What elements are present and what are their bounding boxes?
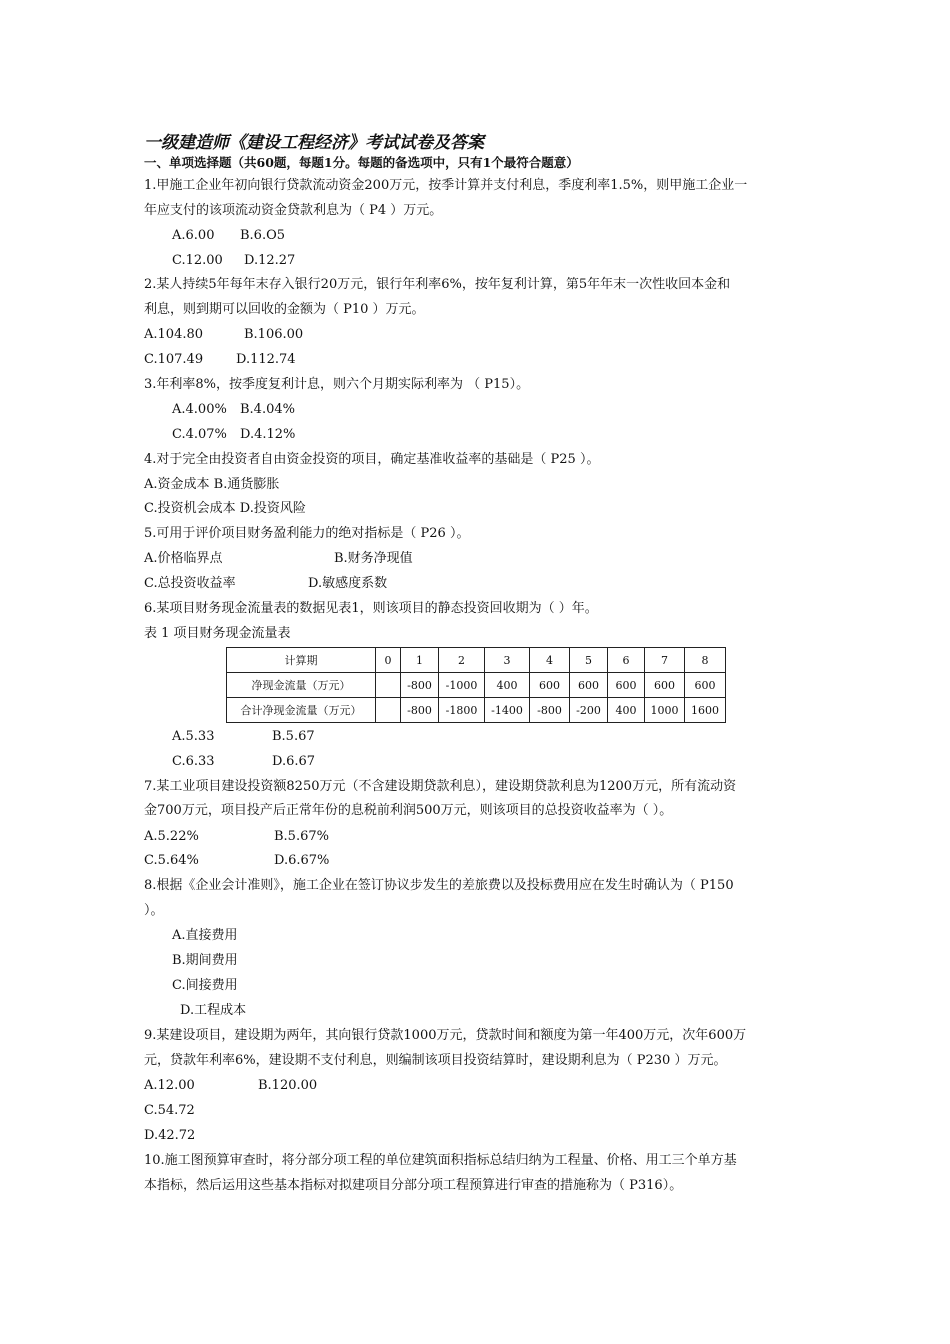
- question-9-line-1: 9.某建设项目，建设期为两年，其向银行贷款1000万元，贷款时间和额度为第一年400万元，次年600万: [144, 1028, 747, 1043]
- question-6-option-d: D.6.67: [272, 754, 316, 769]
- table-header-cell: 5: [570, 648, 608, 673]
- question-5-line-1: 5.可用于评价项目财务盈利能力的绝对指标是（ P26 ）。: [144, 526, 470, 541]
- table-header-cell: 6: [608, 648, 645, 673]
- question-8-line-1: 8.根据《企业会计准则》，施工企业在签订协议步发生的差旅费以及投标费用应在发生时确认为（ P150: [144, 878, 734, 893]
- question-7-option-d: D.6.67%: [274, 853, 330, 868]
- question-1-option-c: C.12.00: [172, 253, 223, 268]
- question-2-option-c: C.107.49: [144, 352, 204, 367]
- question-4-options-cd: C.投资机会成本 D.投资风险: [144, 501, 306, 516]
- question-2-line-1: 2.某人持续5年每年末存入银行20万元，银行年利率6%，按年复利计算，第5年年末一次性收回本金和: [144, 277, 731, 292]
- document-title: 一级建造师《建设工程经济》考试试卷及答案: [144, 133, 484, 153]
- table-header-cell: 7: [645, 648, 685, 673]
- table-cell: 600: [608, 673, 645, 698]
- table-caption: 表 1 项目财务现金流量表: [144, 626, 291, 641]
- question-3-option-a: A.4.00%: [172, 402, 227, 417]
- question-9-option-c: C.54.72: [144, 1103, 195, 1118]
- table-cell: -800: [530, 698, 570, 723]
- table-row: [227, 698, 726, 723]
- question-1-line-2: 年应支付的该项流动资金贷款利息为（ P4 ）万元。: [144, 203, 443, 218]
- table-cell: 1000: [645, 698, 685, 723]
- table-cell: 400: [485, 673, 530, 698]
- question-1-option-b: B.6.O5: [240, 228, 286, 243]
- question-5-option-b: B.财务净现值: [334, 551, 413, 566]
- question-8-option-a: A.直接费用: [172, 928, 238, 943]
- question-10-line-2: 本指标，然后运用这些基本指标对拟建项目分部分项工程预算进行审查的措施称为（ P316）。: [144, 1178, 683, 1193]
- question-1-option-d: D.12.27: [244, 253, 296, 268]
- table-cell: -800: [401, 698, 439, 723]
- question-6-line-1: 6.某项目财务现金流量表的数据见表1，则该项目的静态投资回收期为（ ）年。: [144, 601, 598, 616]
- question-5-option-c: C.总投资收益率: [144, 576, 236, 591]
- table-header-cell: 3: [485, 648, 530, 673]
- question-7-option-c: C.5.64%: [144, 853, 199, 868]
- question-8-line-2: ）。: [144, 903, 164, 918]
- question-2-option-d: D.112.74: [236, 352, 296, 367]
- question-4-line-1: 4.对于完全由投资者自由资金投资的项目，确定基准收益率的基础是（ P25 ）。: [144, 452, 600, 467]
- question-9-option-b: B.120.00: [258, 1078, 318, 1093]
- question-5-option-a: A.价格临界点: [144, 551, 223, 566]
- table-cell: -200: [570, 698, 608, 723]
- question-9-option-d: D.42.72: [144, 1128, 196, 1143]
- question-9-option-a: A.12.00: [144, 1078, 195, 1093]
- table-header-cell: 计算期: [227, 648, 376, 673]
- table-cell: 600: [530, 673, 570, 698]
- question-3-option-b: B.4.04%: [240, 402, 295, 417]
- cash-flow-table: [226, 647, 726, 723]
- table-header-cell: 1: [401, 648, 439, 673]
- question-8-option-c: C.间接费用: [172, 978, 238, 993]
- question-6-option-b: B.5.67: [272, 729, 315, 744]
- question-1-line-1: 1.甲施工企业年初向银行贷款流动资金200万元，按季计算并支付利息，季度利率1.5%，则甲施工企业一: [144, 178, 748, 193]
- table-header-cell: 2: [439, 648, 485, 673]
- question-6-option-c: C.6.33: [172, 754, 215, 769]
- question-8-option-b: B.期间费用: [172, 953, 238, 968]
- question-9-line-2: 元，贷款年利率6%，建设期不支付利息，则编制该项目投资结算时，建设期利息为（ P230 ）万元。: [144, 1053, 727, 1068]
- question-7-line-2: 金700万元，项目投产后正常年份的息税前利润500万元，则该项目的总投资收益率为（ ）。: [144, 803, 673, 818]
- question-6-option-a: A.5.33: [172, 729, 215, 744]
- question-7-option-a: A.5.22%: [144, 829, 199, 844]
- question-3-option-d: D.4.12%: [240, 427, 296, 442]
- question-3-option-c: C.4.07%: [172, 427, 227, 442]
- table-cell: 400: [608, 698, 645, 723]
- table-cell: [376, 698, 401, 723]
- question-2-option-a: A.104.80: [144, 327, 204, 342]
- question-1-option-a: A.6.00: [172, 228, 215, 243]
- question-2-option-b: B.106.00: [244, 327, 304, 342]
- question-5-option-d: D.敏感度系数: [308, 576, 388, 591]
- table-cell: -1400: [485, 698, 530, 723]
- question-3-line-1: 3.年利率8%，按季度复利计息，则六个月期实际利率为 （ P15）。: [144, 377, 530, 392]
- question-7-line-1: 7.某工业项目建设投资额8250万元（不含建设期贷款利息），建设期贷款利息为1200万元，所有流动资: [144, 779, 737, 794]
- table-cell: 合计净现金流量（万元）: [227, 698, 376, 723]
- table-cell: 600: [645, 673, 685, 698]
- table-cell: 600: [685, 673, 726, 698]
- question-8-option-d: D.工程成本: [180, 1003, 247, 1018]
- table-row: [227, 673, 726, 698]
- section-heading: 一、单项选择题（共60题，每题1分。每题的备选项中，只有1个最符合题意）: [144, 155, 579, 170]
- question-10-line-1: 10.施工图预算审查时，将分部分项工程的单位建筑面积指标总结归纳为工程量、价格、用工三个单方基: [144, 1153, 737, 1168]
- table-cell: -1000: [439, 673, 485, 698]
- table-header-row: [227, 648, 726, 673]
- table-header-cell: 0: [376, 648, 401, 673]
- table-cell: -800: [401, 673, 439, 698]
- question-2-line-2: 利息，则到期可以回收的金额为（ P10 ）万元。: [144, 302, 425, 317]
- table-cell: 1600: [685, 698, 726, 723]
- question-7-option-b: B.5.67%: [274, 829, 329, 844]
- table-cell: 净现金流量（万元）: [227, 673, 376, 698]
- table-cell: -1800: [439, 698, 485, 723]
- table-header-cell: 4: [530, 648, 570, 673]
- table-header-cell: 8: [685, 648, 726, 673]
- table-cell: 600: [570, 673, 608, 698]
- table-cell: [376, 673, 401, 698]
- question-4-options-ab: A.资金成本 B.通货膨胀: [144, 477, 280, 492]
